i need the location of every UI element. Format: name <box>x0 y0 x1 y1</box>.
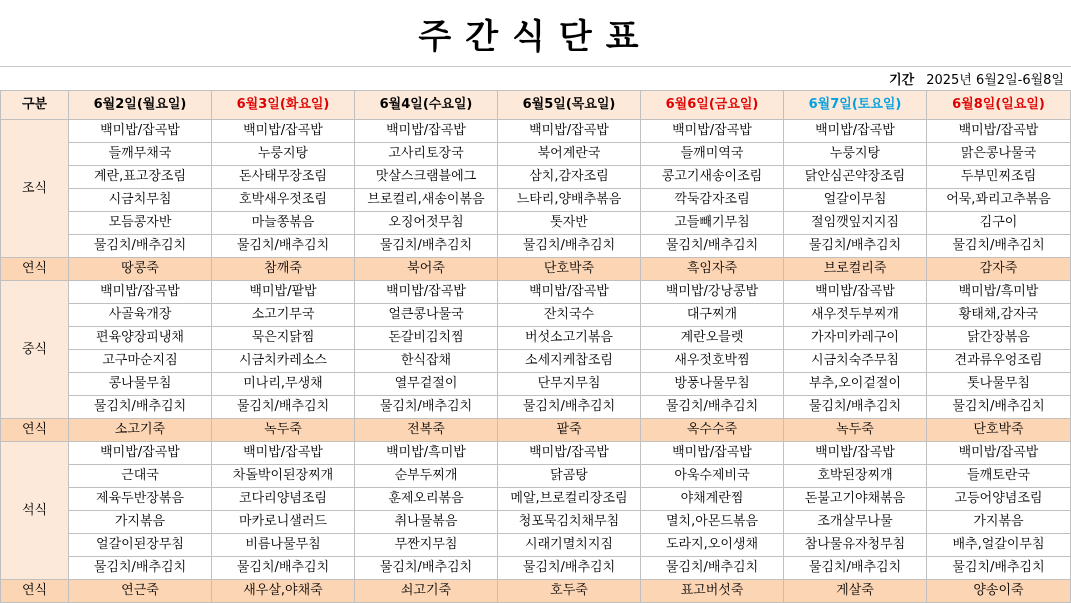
table-row <box>1 396 1071 419</box>
menu-cell: 백미밥/흑미밥 <box>355 442 498 465</box>
menu-cell: 단무지무침 <box>498 373 641 396</box>
snack-cell: 녹두죽 <box>784 419 927 442</box>
table-row <box>1 120 1071 143</box>
menu-cell: 들깨무채국 <box>69 143 212 166</box>
snack-cell: 양송이죽 <box>927 580 1071 603</box>
menu-cell: 물김치/배추김치 <box>784 557 927 580</box>
menu-cell: 닭곰탕 <box>498 465 641 488</box>
menu-cell: 물김치/배추김치 <box>498 235 641 258</box>
menu-cell: 고등어양념조림 <box>927 488 1071 511</box>
header-label: 구분 <box>1 91 69 120</box>
menu-cell: 가자미카레구이 <box>784 327 927 350</box>
day-header: 6월6일(금요일) <box>641 91 784 120</box>
menu-cell: 백미밥/잡곡밥 <box>927 120 1071 143</box>
menu-cell: 두부민찌조림 <box>927 166 1071 189</box>
menu-cell: 물김치/배추김치 <box>784 396 927 419</box>
menu-cell: 묵은지닭찜 <box>212 327 355 350</box>
table-row <box>1 442 1071 465</box>
menu-cell: 메알,브로컬리장조림 <box>498 488 641 511</box>
menu-cell: 백미밥/잡곡밥 <box>641 120 784 143</box>
menu-cell: 마늘쫑볶음 <box>212 212 355 235</box>
period-label: 기간 <box>889 72 915 88</box>
menu-cell: 물김치/배추김치 <box>212 557 355 580</box>
menu-cell: 백미밥/잡곡밥 <box>69 120 212 143</box>
menu-cell: 소세지케찹조림 <box>498 350 641 373</box>
menu-cell: 물김치/배추김치 <box>498 557 641 580</box>
menu-cell: 돈사태무장조림 <box>212 166 355 189</box>
menu-cell: 맛살스크램블에그 <box>355 166 498 189</box>
menu-cell: 고들빼기무침 <box>641 212 784 235</box>
menu-cell: 계란오믈렛 <box>641 327 784 350</box>
menu-cell: 닭안심곤약장조림 <box>784 166 927 189</box>
menu-cell: 물김치/배추김치 <box>69 235 212 258</box>
snack-cell: 쇠고기죽 <box>355 580 498 603</box>
menu-cell: 가지볶음 <box>927 511 1071 534</box>
snack-cell: 브로컬리죽 <box>784 258 927 281</box>
snack-cell: 옥수수죽 <box>641 419 784 442</box>
table-row <box>1 304 1071 327</box>
snack-cell: 새우살,야채죽 <box>212 580 355 603</box>
menu-cell: 백미밥/잡곡밥 <box>212 120 355 143</box>
menu-cell: 황태채,감자국 <box>927 304 1071 327</box>
menu-cell: 방풍나물무침 <box>641 373 784 396</box>
menu-cell: 고구마순지짐 <box>69 350 212 373</box>
menu-cell: 한식잡채 <box>355 350 498 373</box>
menu-cell: 근대국 <box>69 465 212 488</box>
menu-cell: 고사리토장국 <box>355 143 498 166</box>
menu-cell: 깍둑감자조림 <box>641 189 784 212</box>
menu-cell: 돈불고기야채볶음 <box>784 488 927 511</box>
snack-cell: 표고버섯죽 <box>641 580 784 603</box>
table-row <box>1 534 1071 557</box>
snack-cell: 흑임자죽 <box>641 258 784 281</box>
menu-cell: 마카로니샐러드 <box>212 511 355 534</box>
snack-cell: 팥죽 <box>498 419 641 442</box>
table-row <box>1 373 1071 396</box>
menu-cell: 계란,표고장조림 <box>69 166 212 189</box>
table-row <box>1 327 1071 350</box>
header-row <box>1 91 1071 120</box>
menu-table <box>0 90 1071 603</box>
menu-cell: 코다리양념조림 <box>212 488 355 511</box>
menu-cell: 오징어젓무침 <box>355 212 498 235</box>
day-header: 6월4일(수요일) <box>355 91 498 120</box>
menu-cell: 시래기멸치지짐 <box>498 534 641 557</box>
menu-cell: 편육양장피냉채 <box>69 327 212 350</box>
menu-cell: 소고기무국 <box>212 304 355 327</box>
menu-cell: 차돌박이된장찌개 <box>212 465 355 488</box>
title-row <box>0 0 1071 67</box>
menu-cell: 백미밥/잡곡밥 <box>784 442 927 465</box>
menu-cell: 시금치카레소스 <box>212 350 355 373</box>
table-row <box>1 557 1071 580</box>
menu-cell: 호박새우젓조림 <box>212 189 355 212</box>
menu-cell: 야채계란찜 <box>641 488 784 511</box>
menu-cell: 물김치/배추김치 <box>69 396 212 419</box>
menu-cell: 조개살무나물 <box>784 511 927 534</box>
menu-cell: 톳자반 <box>498 212 641 235</box>
menu-cell: 도라지,오이생채 <box>641 534 784 557</box>
snack-cell: 감자죽 <box>927 258 1071 281</box>
menu-cell: 모듬콩자반 <box>69 212 212 235</box>
menu-cell: 배추,얼갈이무침 <box>927 534 1071 557</box>
menu-cell: 미나리,무생채 <box>212 373 355 396</box>
menu-cell: 물김치/배추김치 <box>355 235 498 258</box>
menu-cell: 물김치/배추김치 <box>784 235 927 258</box>
menu-cell: 백미밥/잡곡밥 <box>927 442 1071 465</box>
menu-cell: 물김치/배추김치 <box>212 235 355 258</box>
snack-row <box>1 258 1071 281</box>
table-row <box>1 350 1071 373</box>
menu-body <box>1 120 1071 603</box>
menu-cell: 물김치/배추김치 <box>355 557 498 580</box>
menu-cell: 닭간장볶음 <box>927 327 1071 350</box>
menu-cell: 아욱수제비국 <box>641 465 784 488</box>
menu-cell: 백미밥/잡곡밥 <box>69 281 212 304</box>
menu-cell: 호박된장찌개 <box>784 465 927 488</box>
menu-cell: 물김치/배추김치 <box>927 396 1071 419</box>
snack-cell: 북어죽 <box>355 258 498 281</box>
menu-cell: 누룽지탕 <box>212 143 355 166</box>
menu-cell: 브로컬리,새송이볶음 <box>355 189 498 212</box>
menu-cell: 물김치/배추김치 <box>69 557 212 580</box>
snack-cell: 참깨죽 <box>212 258 355 281</box>
menu-cell: 북어계란국 <box>498 143 641 166</box>
menu-cell: 버섯소고기볶음 <box>498 327 641 350</box>
menu-cell: 견과류우엉조림 <box>927 350 1071 373</box>
table-row <box>1 465 1071 488</box>
menu-cell: 백미밥/잡곡밥 <box>784 281 927 304</box>
menu-cell: 들깨미역국 <box>641 143 784 166</box>
menu-cell: 콩나물무침 <box>69 373 212 396</box>
menu-cell: 순부두찌개 <box>355 465 498 488</box>
menu-cell: 물김치/배추김치 <box>641 235 784 258</box>
menu-cell: 백미밥/흑미밥 <box>927 281 1071 304</box>
day-header: 6월7일(토요일) <box>784 91 927 120</box>
day-header: 6월5일(목요일) <box>498 91 641 120</box>
snack-cell: 전복죽 <box>355 419 498 442</box>
menu-cell: 맑은콩나물국 <box>927 143 1071 166</box>
menu-cell: 백미밥/잡곡밥 <box>641 442 784 465</box>
snack-label: 연식 <box>1 580 69 603</box>
menu-cell: 백미밥/잡곡밥 <box>355 120 498 143</box>
menu-cell: 들깨토란국 <box>927 465 1071 488</box>
menu-cell: 열무겉절이 <box>355 373 498 396</box>
snack-cell: 소고기죽 <box>69 419 212 442</box>
menu-cell: 김구이 <box>927 212 1071 235</box>
snack-row <box>1 419 1071 442</box>
menu-cell: 백미밥/잡곡밥 <box>212 442 355 465</box>
menu-cell: 멸치,아몬드볶음 <box>641 511 784 534</box>
day-header: 6월8일(일요일) <box>927 91 1071 120</box>
menu-cell: 부추,오이겉절이 <box>784 373 927 396</box>
menu-cell: 백미밥/잡곡밥 <box>498 281 641 304</box>
table-row <box>1 488 1071 511</box>
menu-cell: 돈갈비김치찜 <box>355 327 498 350</box>
day-header: 6월3일(화요일) <box>212 91 355 120</box>
menu-cell: 참나물유자청무침 <box>784 534 927 557</box>
table-row <box>1 212 1071 235</box>
table-row <box>1 235 1071 258</box>
snack-cell: 게살죽 <box>784 580 927 603</box>
table-row <box>1 189 1071 212</box>
snack-cell: 연근죽 <box>69 580 212 603</box>
period-row <box>0 67 1066 89</box>
menu-cell: 톳나물무침 <box>927 373 1071 396</box>
menu-cell: 가지볶음 <box>69 511 212 534</box>
menu-cell: 백미밥/팥밥 <box>212 281 355 304</box>
menu-cell: 백미밥/잡곡밥 <box>784 120 927 143</box>
menu-cell: 콩고기새송이조림 <box>641 166 784 189</box>
menu-cell: 백미밥/잡곡밥 <box>498 442 641 465</box>
menu-cell: 백미밥/잡곡밥 <box>69 442 212 465</box>
menu-cell: 물김치/배추김치 <box>355 396 498 419</box>
breakfast-label: 조식 <box>1 120 69 258</box>
menu-cell: 물김치/배추김치 <box>212 396 355 419</box>
menu-cell: 얼큰콩나물국 <box>355 304 498 327</box>
snack-cell: 호두죽 <box>498 580 641 603</box>
menu-cell: 물김치/배추김치 <box>498 396 641 419</box>
menu-cell: 얼갈이된장무침 <box>69 534 212 557</box>
menu-cell: 백미밥/잡곡밥 <box>498 120 641 143</box>
menu-cell: 대구찌개 <box>641 304 784 327</box>
menu-cell: 얼갈이무침 <box>784 189 927 212</box>
menu-cell: 잔치국수 <box>498 304 641 327</box>
menu-cell: 취나물볶음 <box>355 511 498 534</box>
table-row <box>1 281 1071 304</box>
snack-row <box>1 580 1071 603</box>
menu-cell: 어묵,꽈리고추볶음 <box>927 189 1071 212</box>
menu-cell: 새우젓두부찌개 <box>784 304 927 327</box>
menu-cell: 누룽지탕 <box>784 143 927 166</box>
menu-cell: 느타리,양배추볶음 <box>498 189 641 212</box>
dinner-label: 석식 <box>1 442 69 580</box>
menu-cell: 절임깻잎지지짐 <box>784 212 927 235</box>
table-row <box>1 166 1071 189</box>
menu-cell: 사골육개장 <box>69 304 212 327</box>
menu-cell: 청포묵김치채무침 <box>498 511 641 534</box>
menu-cell: 훈제오리볶음 <box>355 488 498 511</box>
snack-cell: 단호박죽 <box>498 258 641 281</box>
menu-cell: 무짠지무침 <box>355 534 498 557</box>
snack-label: 연식 <box>1 419 69 442</box>
menu-cell: 물김치/배추김치 <box>641 557 784 580</box>
menu-cell: 삼치,감자조림 <box>498 166 641 189</box>
snack-label: 연식 <box>1 258 69 281</box>
table-row <box>1 143 1071 166</box>
menu-cell: 백미밥/잡곡밥 <box>355 281 498 304</box>
menu-cell: 물김치/배추김치 <box>641 396 784 419</box>
snack-cell: 녹두죽 <box>212 419 355 442</box>
table-row <box>1 511 1071 534</box>
page-title: 주간식단표 <box>418 16 653 57</box>
period-value: 2025년 6월2일-6월8일 <box>926 72 1064 88</box>
lunch-label: 중식 <box>1 281 69 419</box>
snack-cell: 땅콩죽 <box>69 258 212 281</box>
menu-cell: 백미밥/강낭콩밥 <box>641 281 784 304</box>
menu-cell: 제육두반장볶음 <box>69 488 212 511</box>
menu-cell: 시금치무침 <box>69 189 212 212</box>
menu-cell: 비름나물무침 <box>212 534 355 557</box>
day-header: 6월2일(월요일) <box>69 91 212 120</box>
snack-cell: 단호박죽 <box>927 419 1071 442</box>
menu-cell: 물김치/배추김치 <box>927 235 1071 258</box>
menu-cell: 새우젓호박찜 <box>641 350 784 373</box>
menu-cell: 시금치숙주무침 <box>784 350 927 373</box>
menu-cell: 물김치/배추김치 <box>927 557 1071 580</box>
